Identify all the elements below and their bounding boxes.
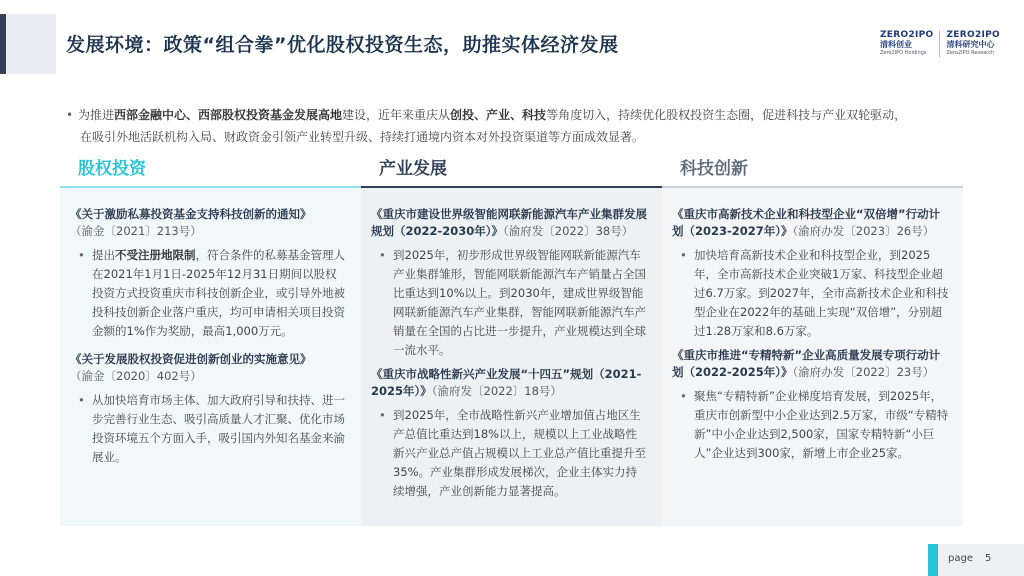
policy-ref: （渝府办发〔2022〕23号）: [792, 365, 935, 379]
policy-ref: （渝府发〔2022〕38号）: [503, 224, 634, 238]
policy-doc: [371, 206, 648, 360]
bullet-dot: •: [66, 108, 74, 122]
column-tech-innovation: [662, 152, 963, 526]
intro-highlight: 创投、产业、科技: [450, 108, 547, 122]
intro-highlight: 西部金融中心、西部股权投资基金发展高地: [114, 108, 343, 122]
summary-text: ，符合条件的私募基金管理人在2021年1月1日-2025年12月31日期间以股权投资方式投资重庆市科技创新企业，或引导外地被投科技创新企业落户重庆，均可申请相关项目投资金额的1%作为奖励，最高1,000万元。: [92, 248, 345, 338]
column-heading: 产业发展: [379, 159, 447, 179]
intro-text: 等角度切入，持续优化股权投资生态圈，促进科技与产业双轮驱动，: [546, 108, 907, 122]
policy-name: 《关于激励私募投资基金支持科技创新的通知》: [70, 207, 312, 221]
policy-ref: （渝府办发〔2023〕26号）: [792, 224, 935, 238]
policy-summary: • 聚焦“专精特新”企业梯度培育发展，到2025年，重庆市创新型中小企业达到2.5万家，市级“专精特新”中小企业达到2,500家，国家专精特新“小巨人”企业达到300家，新增上市企业25家。: [672, 387, 949, 463]
intro-text: 建设，近年来重庆从: [342, 108, 451, 122]
column-heading: 股权投资: [78, 159, 146, 179]
intro-text: 为推进: [78, 108, 115, 122]
page-title: 发展环境：政策“组合拳”优化股权投资生态，助推实体经济发展: [66, 34, 619, 56]
logo-cn: 清科创业: [879, 40, 912, 49]
policy-summary: • 加快培育高新技术企业和科技型企业，到2025年，全市高新技术企业突破1万家、科技型企业超过6.7万家。到2027年，全市高新技术企业和科技型企业在2022年的基础上实现“双倍增”，分别超过1.28万家和8.6万家。: [672, 246, 949, 341]
intro-line-1: [66, 104, 976, 126]
policy-summary: • 从加快培育市场主体、加大政府引导和扶持、进一步完善行业生态、吸引高质量人才汇聚、优化市场投资环境五个方面入手，吸引国内外知名基金来渝展业。: [70, 391, 347, 467]
intro-paragraph: [66, 104, 976, 148]
policy-columns: [60, 152, 963, 526]
policy-doc: [672, 347, 949, 463]
policy-name: 《重庆市建设世界级智能网联新能源汽车产业集群发展规划（2022-2030年）》: [371, 207, 647, 238]
footer-accent-bar: [928, 544, 938, 576]
policy-doc: [371, 366, 648, 501]
zero2ipo-research-logo: [939, 30, 1006, 57]
policy-ref: （渝金〔2021〕213号）: [70, 224, 202, 238]
policy-doc: [70, 351, 347, 467]
logo-mark: ZERO2IPO: [946, 30, 1000, 40]
column-heading: 科技创新: [680, 159, 748, 179]
policy-doc: [70, 206, 347, 341]
logo-mark: ZERO2IPO: [879, 30, 934, 40]
title-band: [6, 14, 56, 74]
policy-name: 《关于发展股权投资促进创新创业的实施意见》: [70, 352, 312, 366]
policy-name: 《重庆市战略性新兴产业发展“十四五”规划（2021-2025年）》: [371, 367, 642, 398]
policy-summary: • 到2025年，初步形成世界级智能网联新能源汽车产业集群雏形，智能网联新能源汽车产销量占全国比重达到10%以上。到2030年，建成世界级智能网联新能源汽车产业集群，智能网联新能源汽车产销量在全国的占比进一步提升，产业规模达到全球一流水平。: [371, 246, 648, 360]
column-industry-development: [361, 152, 662, 526]
policy-name: 《重庆市推进“专精特新”企业高质量发展专项行动计划（2022-2025年）》: [672, 348, 941, 379]
logo-en: Zero2IPO Holdings: [879, 50, 927, 56]
logo-group: [874, 30, 1006, 57]
logo-en: Zero2IPO Research: [946, 50, 995, 56]
policy-summary: • 到2025年，全市战略性新兴产业增加值占地区生产总值比重达到18%以上，规模以上工业战略性新兴产业总产值占规模以上工业总产值比重提升至35%。产业集群形成发展梯次，企业主体实力持续增强，产业创新能力显著提高。: [371, 406, 648, 501]
page-label: page: [948, 553, 973, 564]
policy-title: [672, 347, 949, 381]
page-number: 5: [985, 553, 992, 564]
policy-ref: （渝府发〔2022〕18号）: [431, 384, 562, 398]
policy-title: [371, 366, 648, 400]
summary-highlight: 不受注册地限制: [115, 248, 196, 262]
policy-title: [70, 206, 347, 240]
policy-name: 《重庆市高新技术企业和科技型企业“双倍增”行动计划（2023-2027年）》: [672, 207, 941, 238]
policy-ref: （渝金〔2020〕402号）: [70, 369, 202, 383]
column-equity-investment: [60, 152, 361, 526]
logo-cn: 清科研究中心: [946, 40, 995, 49]
policy-summary: [70, 246, 347, 341]
policy-title: [70, 351, 347, 385]
summary-lead: 提出: [92, 248, 115, 262]
policy-title: [672, 206, 949, 240]
column-body: [361, 188, 662, 526]
column-body: [60, 188, 361, 526]
column-body: [662, 188, 963, 526]
policy-doc: [672, 206, 949, 341]
intro-line-2: 在吸引外地活跃机构入局、财政资金引领产业转型升级、持续打通境内资本对外投资渠道等方面成效显著。: [80, 130, 645, 144]
zero2ipo-holdings-logo: [874, 30, 940, 57]
policy-title: [371, 206, 648, 240]
